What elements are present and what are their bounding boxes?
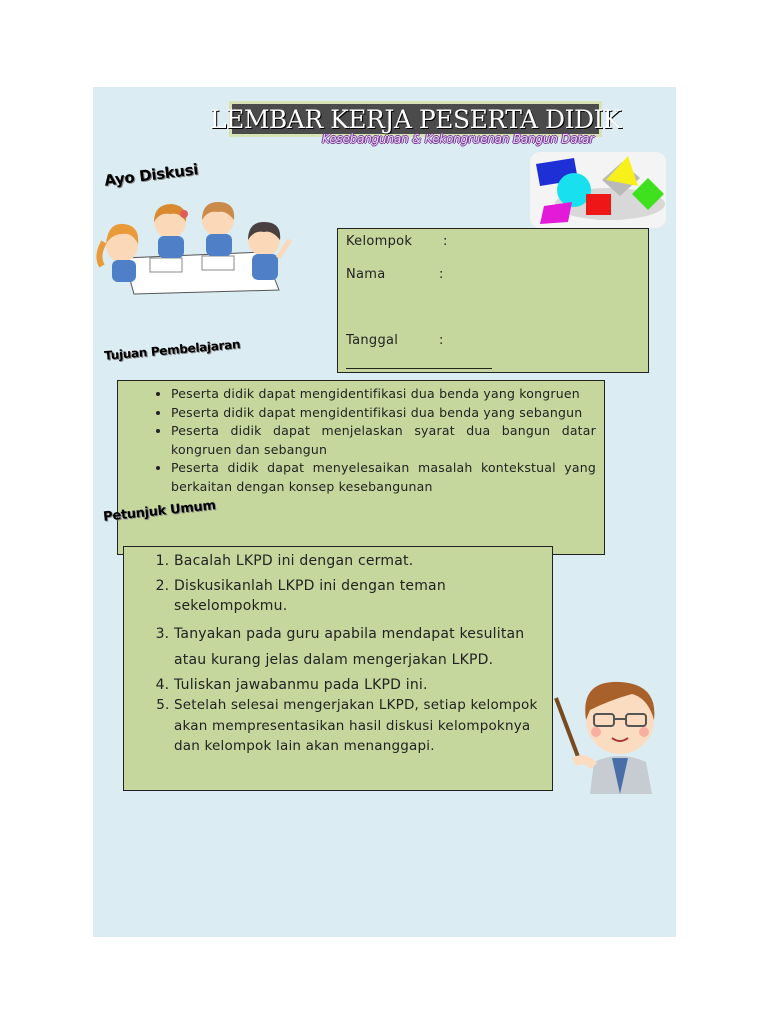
red-square-shape <box>586 194 611 215</box>
list-item: 4. Tuliskan jawabanmu pada LKPD ini. <box>174 675 546 696</box>
general-instructions-list <box>146 551 546 757</box>
learning-objectives-list <box>118 385 596 496</box>
list-item: 2. Diskusikanlah LKPD ini dengan teman sekelompokmu. <box>174 576 546 617</box>
list-item: 3. Tanyakan pada guru apabila mendapat kesulitan atau kurang jelas dalam mengerjakan LKPD. <box>174 621 546 673</box>
tanggal-colon: : <box>439 333 444 348</box>
list-item: • Peserta didik dapat mengidentifikasi dua benda yang kongruen <box>171 385 596 404</box>
group-identity-box <box>337 228 649 373</box>
cyan-circle-shape <box>557 173 591 207</box>
students-discussion-illustration <box>94 200 294 296</box>
general-instructions-box <box>123 546 553 791</box>
kelompok-colon: : <box>443 234 448 249</box>
petunjuk-umum-heading: Petunjuk Umum <box>102 498 217 525</box>
geometric-shapes-illustration <box>530 152 666 228</box>
tujuan-pembelajaran-heading: Tujuan Pembelajaran <box>103 337 241 363</box>
list-item: • Peserta didik dapat mengidentifikasi dua benda yang sebangun <box>171 404 596 423</box>
tanggal-underline <box>346 368 492 369</box>
page-subtitle: Kesebangunan & Kekongruenan Bangun Datar <box>322 132 594 146</box>
nama-label: Nama <box>346 267 386 282</box>
tanggal-label: Tanggal <box>346 333 399 348</box>
page-title: LEMBAR KERJA PESERTA DIDIK <box>209 104 622 134</box>
nama-colon: : <box>439 267 444 282</box>
list-item: • Peserta didik dapat menjelaskan syarat dua bangun datar kongruen dan sebangun <box>171 422 596 459</box>
teacher-illustration <box>550 670 662 794</box>
list-item: 5. Setelah selesai mengerjakan LKPD, setiap kelompok akan mempresentasikan hasil diskusi kelompoknya dan kelompok lain akan menanggapi. <box>174 695 546 757</box>
kelompok-label: Kelompok <box>346 234 413 249</box>
list-item: 1. Bacalah LKPD ini dengan cermat. <box>174 551 546 572</box>
list-item: • Peserta didik dapat menyelesaikan masalah kontekstual yang berkaitan dengan konsep kesebangunan <box>171 459 596 496</box>
ayo-diskusi-heading: Ayo Diskusi <box>103 160 200 190</box>
learning-objectives-box <box>117 380 605 555</box>
